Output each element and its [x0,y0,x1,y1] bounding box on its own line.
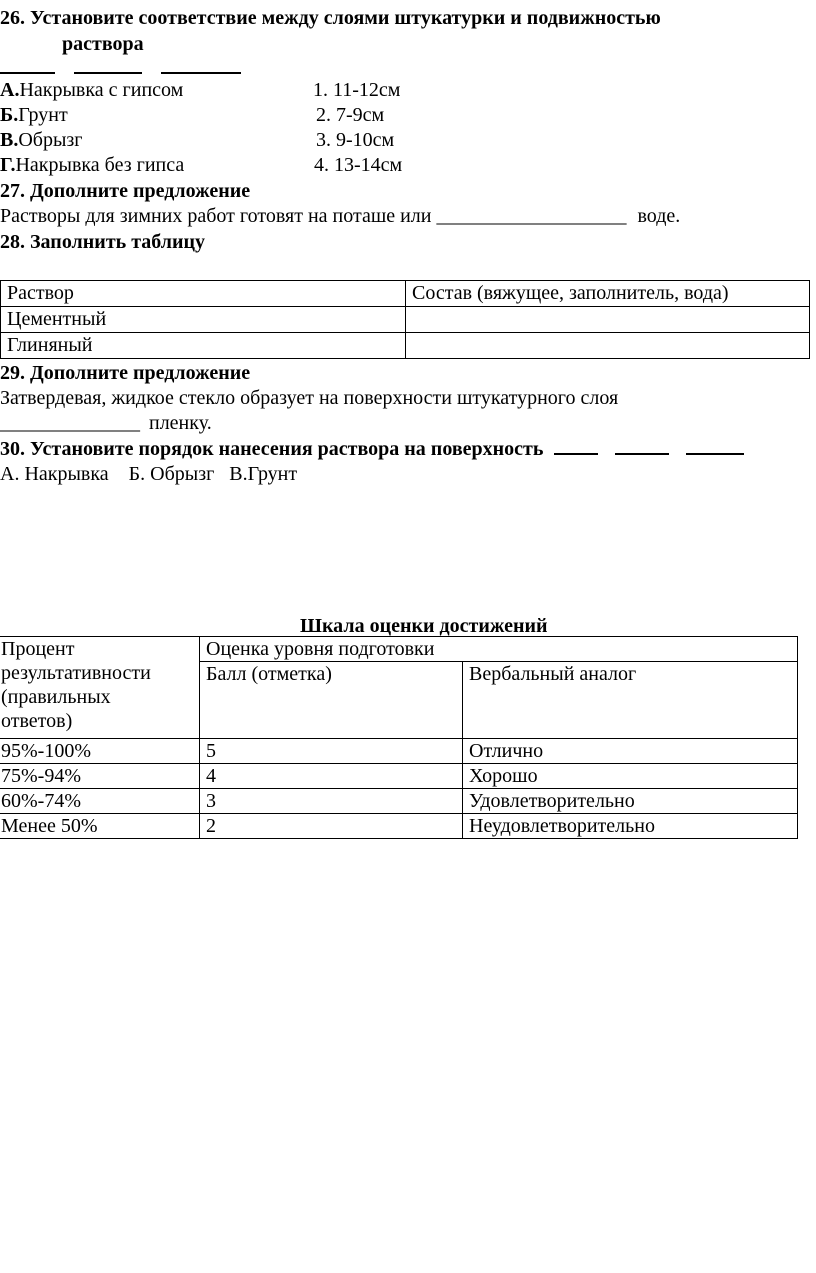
scale-cell: 3 [200,789,463,814]
scale-cell: 95%-100% [0,739,200,764]
answer-blank[interactable] [0,56,55,74]
scale-cell: Менее 50% [0,814,200,839]
q26-title-line1: 26. Установите соответствие между слоями штукатурки и подвижностью [0,7,661,29]
scale-cell: 5 [200,739,463,764]
q29-title: 29. Дополните предложение [0,362,251,384]
q27-sentence: Растворы для зимних работ готовят на поташе или ___________________ воде. [0,205,681,227]
answer-blank[interactable] [686,437,744,455]
q29-blank[interactable]: ______________ [0,412,140,434]
q27-title: 27. Дополните предложение [0,180,251,202]
q26-title-line2: раствора [62,33,144,55]
scale-cell: Удовлетворительно [463,789,798,814]
q26-right-item: 3. 9-10см [316,129,395,151]
q26-left-item: А.Накрывка с гипсом [0,79,184,101]
q26-answer-blanks [0,56,241,80]
scale-col1-header: Процент результативности (правильных ответов) [0,637,200,739]
q28-header-cell: Раствор [1,281,406,307]
q30-title: 30. Установите порядок нанесения раствора на поверхность [0,438,544,460]
scale-cell: 60%-74% [0,789,200,814]
q26-left-item: В.Обрызг [0,129,83,151]
q28-title: 28. Заполнить таблицу [0,231,206,253]
scale-cell: Хорошо [463,764,798,789]
q26-right-item: 1. 11-12см [313,79,401,101]
q26-left-item: Б.Грунт [0,104,68,126]
q28-table [0,280,810,359]
scale-title: Шкала оценки достижений [300,615,548,637]
q29-line1: Затвердевая, жидкое стекло образует на поверхности штукатурного слоя [0,387,619,409]
answer-blank[interactable] [74,56,142,74]
q29-line2: ______________ пленку. [0,412,212,434]
scale-sub-header: Балл (отметка) [200,662,463,739]
scale-sub-header: Вербальный аналог [463,662,798,739]
q26-right-item: 2. 7-9см [316,104,385,126]
q30-title-row [0,437,744,461]
q28-header-cell: Состав (вяжущее, заполнитель, вода) [406,281,810,307]
answer-blank[interactable] [161,56,241,74]
q28-cell-input[interactable] [406,333,810,359]
answer-blank[interactable] [554,437,598,455]
q28-cell: Глиняный [1,333,406,359]
q26-right-item: 4. 13-14см [314,154,403,176]
scale-group-header: Оценка уровня подготовки [200,637,798,662]
answer-blank[interactable] [615,437,669,455]
scale-cell: Отлично [463,739,798,764]
scale-cell: 2 [200,814,463,839]
scale-cell: 75%-94% [0,764,200,789]
q27-blank[interactable]: ___________________ [436,205,627,227]
scale-cell: Неудовлетворительно [463,814,798,839]
scale-table [0,636,798,839]
q28-cell: Цементный [1,307,406,333]
q30-options: А. Накрывка Б. Обрызг В.Грунт [0,463,298,485]
q28-cell-input[interactable] [406,307,810,333]
scale-cell: 4 [200,764,463,789]
q26-left-item: Г.Накрывка без гипса [0,154,185,176]
